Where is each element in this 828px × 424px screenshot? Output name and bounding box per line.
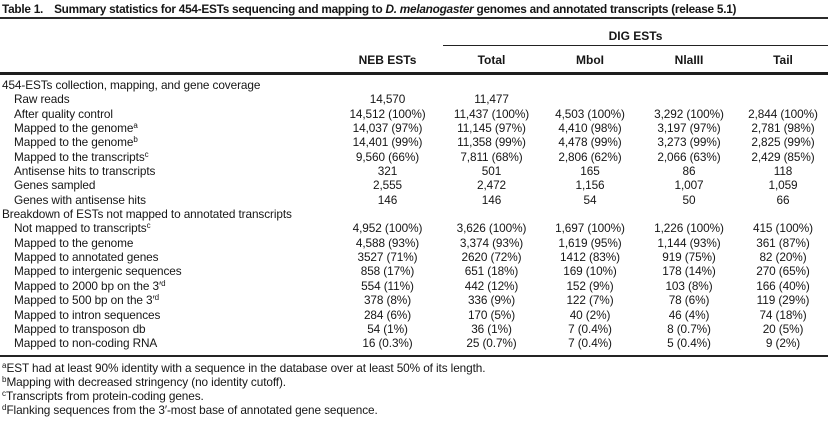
value-cell: 442 (12%) xyxy=(464,278,519,293)
value-cell: 119 (29%) xyxy=(756,293,810,308)
table-title xyxy=(0,0,828,17)
value-cell xyxy=(640,92,738,106)
value-cell: 4,478 (99%) xyxy=(558,135,622,150)
value-cell: 1412 (83%) xyxy=(560,250,620,265)
footnote-marker: b xyxy=(133,135,138,145)
column-header-nlaiii: NlaIII xyxy=(674,53,704,67)
value-cell: 3,626 (100%) xyxy=(456,221,527,236)
value-cell: 336 (9%) xyxy=(467,293,516,308)
value-cell: 165 xyxy=(580,164,600,179)
value-cell: 146 xyxy=(481,192,502,207)
row-label: After quality control xyxy=(14,106,113,121)
value-cell: 122 (7%) xyxy=(566,293,614,308)
table-row xyxy=(0,164,828,178)
value-cell: 11,437 (100%) xyxy=(453,106,530,121)
value-cell: 1,226 (100%) xyxy=(654,221,724,236)
table-row xyxy=(0,293,828,307)
table-title-text xyxy=(54,2,736,16)
column-header-neb-ests: NEB ESTs xyxy=(358,53,417,67)
footnote-marker: a xyxy=(2,360,7,370)
value-cell: 74 (18%) xyxy=(759,307,807,322)
value-cell: 46 (4%) xyxy=(668,307,710,322)
value-cell: 1,619 (95%) xyxy=(558,235,622,250)
row-label: Raw reads xyxy=(14,92,70,107)
section-title: Breakdown of ESTs not mapped to annotated transcripts xyxy=(2,207,292,222)
table-row xyxy=(0,221,828,235)
value-cell: 2,555 xyxy=(372,178,403,193)
value-cell: 501 xyxy=(481,164,502,179)
value-cell: 14,037 (97%) xyxy=(352,121,423,136)
value-cell: 321 xyxy=(377,164,398,179)
row-label: Mapped to the genome$^a$ xyxy=(14,121,138,136)
title-text-post: genomes and annotated transcripts (release 5.1) xyxy=(473,2,737,16)
column-group-row xyxy=(0,19,828,46)
value-cell: 4,588 (93%) xyxy=(355,235,420,250)
table-number: Table 1. xyxy=(2,2,44,16)
row-label: Antisense hits to transcripts xyxy=(14,164,156,179)
value-cell: 2,781 (98%) xyxy=(751,121,815,136)
table-row xyxy=(0,135,828,149)
section-header-row xyxy=(0,78,828,92)
value-cell: 1,144 (93%) xyxy=(657,235,721,250)
row-label: Mapped to the genome xyxy=(14,235,134,250)
value-cell: 54 (1%) xyxy=(367,321,408,336)
value-cell: 3,273 (99%) xyxy=(657,135,721,150)
table-row xyxy=(0,121,828,135)
value-cell: 1,156 xyxy=(575,178,605,193)
value-cell: 4,952 (100%) xyxy=(352,221,423,236)
value-cell: 7 (0.4%) xyxy=(568,321,612,336)
row-label: Mapped to 2000 bp on the $3'^d$ xyxy=(14,278,166,293)
footnote-marker: d xyxy=(2,402,7,412)
column-header-row xyxy=(0,46,828,72)
row-label: Mapped to 500 bp on the $3'^d$ xyxy=(14,293,160,308)
row-label: Not mapped to transcripts$^c$ xyxy=(14,221,151,236)
value-cell: 284 (6%) xyxy=(363,307,412,322)
value-cell: 1,007 xyxy=(674,178,704,193)
value-cell: 16 (0.3%) xyxy=(362,336,413,351)
table-header xyxy=(0,19,828,72)
footnote-marker: c xyxy=(2,388,6,398)
table-row xyxy=(0,178,828,192)
value-cell: 86 xyxy=(682,164,696,179)
table-row xyxy=(0,193,828,207)
footnote: $^d$Flanking sequences from the 3′-most base of annotated gene sequence. xyxy=(2,402,378,417)
value-cell: 178 (14%) xyxy=(662,264,716,279)
table-row xyxy=(0,279,828,293)
footnote-marker: c xyxy=(146,221,151,231)
footnote-marker: d xyxy=(154,293,160,303)
footnotes xyxy=(0,357,828,417)
section-header-row xyxy=(0,207,828,221)
value-cell: 50 xyxy=(682,192,696,207)
value-cell: 1,059 xyxy=(768,178,798,193)
value-cell: 166 (40%) xyxy=(756,278,810,293)
table-row xyxy=(0,322,828,336)
value-cell: 9,560 (66%) xyxy=(355,149,420,164)
value-cell: 2,472 xyxy=(476,178,507,193)
column-group-label: DIG ESTs xyxy=(608,29,663,43)
value-cell: 3,374 (93%) xyxy=(459,235,524,250)
value-cell: 2620 (72%) xyxy=(461,250,522,265)
section-title: 454-ESTs collection, mapping, and gene coverage xyxy=(2,78,261,92)
value-cell: 7 (0.4%) xyxy=(568,336,612,351)
table-row xyxy=(0,336,828,350)
footnote-marker: c xyxy=(144,149,149,159)
footnote-marker: b xyxy=(2,374,7,384)
value-cell: 2,825 (99%) xyxy=(751,135,815,150)
value-cell: 170 (5%) xyxy=(467,307,516,322)
value-cell: 858 (17%) xyxy=(360,264,415,279)
value-cell: 118 xyxy=(773,164,793,179)
value-cell: 82 (20%) xyxy=(759,250,807,265)
value-cell: 54 xyxy=(583,192,597,207)
footnote: $^c$Transcripts from protein-coding genes. xyxy=(2,388,204,403)
value-cell: 3,292 (100%) xyxy=(654,106,724,121)
value-cell: 14,401 (99%) xyxy=(352,135,423,150)
value-cell: 4,503 (100%) xyxy=(555,106,625,121)
value-cell: 2,806 (62%) xyxy=(558,149,622,164)
value-cell: 378 (8%) xyxy=(363,293,412,308)
footnote: $^b$Mapping with decreased stringency (no identity cutoff). xyxy=(2,374,286,389)
table-row xyxy=(0,264,828,278)
value-cell: 651 (18%) xyxy=(464,264,519,279)
footnote: $^a$EST had at least 90% identity with a sequence in the database over at least 50% of its length. xyxy=(2,360,486,375)
table-row xyxy=(0,150,828,164)
row-label: Genes sampled xyxy=(14,178,96,193)
value-cell: 11,145 (97%) xyxy=(457,121,526,136)
value-cell: 11,477 xyxy=(474,92,509,107)
row-label: Mapped to the genome$^b$ xyxy=(14,135,138,150)
row-label: Mapped to the transcripts$^c$ xyxy=(14,149,149,164)
value-cell: 919 (75%) xyxy=(662,250,716,265)
table-row xyxy=(0,92,828,106)
value-cell: 11,358 (99%) xyxy=(457,135,526,150)
column-header-empty xyxy=(0,67,332,72)
row-label: Mapped to non-coding RNA xyxy=(14,336,158,351)
value-cell: 7,811 (68%) xyxy=(460,149,523,164)
column-header-total: Total xyxy=(477,53,506,67)
value-cell: 103 (8%) xyxy=(665,278,713,293)
value-cell: 2,066 (63%) xyxy=(657,149,721,164)
row-label: Mapped to intergenic sequences xyxy=(14,264,182,279)
title-species-name: D. melanogaster xyxy=(385,2,474,16)
value-cell: 36 (1%) xyxy=(471,321,512,336)
row-label: Mapped to annotated genes xyxy=(14,250,159,265)
value-cell xyxy=(738,92,828,106)
row-label: Genes with antisense hits xyxy=(14,192,146,207)
value-cell: 1,697 (100%) xyxy=(555,221,625,236)
value-cell: 14,512 (100%) xyxy=(349,106,426,121)
value-cell: 9 (2%) xyxy=(765,336,801,351)
value-cell: 554 (11%) xyxy=(361,278,414,293)
table-row xyxy=(0,308,828,322)
table-body xyxy=(0,75,828,351)
value-cell: 40 (2%) xyxy=(569,307,611,322)
column-header-mboi: MboI xyxy=(576,53,604,67)
value-cell: 146 xyxy=(377,192,398,207)
row-label: Mapped to intron sequences xyxy=(14,307,161,322)
table-row xyxy=(0,107,828,121)
value-cell: 152 (9%) xyxy=(566,278,614,293)
row-label: Mapped to transposon db xyxy=(14,321,146,336)
table-row xyxy=(0,250,828,264)
value-cell: 4,410 (98%) xyxy=(558,121,622,136)
column-group-dig-ests xyxy=(443,19,828,46)
value-cell: 25 (0.7%) xyxy=(466,336,517,351)
value-cell: 2,844 (100%) xyxy=(748,106,818,121)
value-cell: 66 xyxy=(776,192,790,207)
value-cell: 3527 (71%) xyxy=(357,250,418,265)
value-cell: 169 (10%) xyxy=(563,264,617,279)
value-cell: 20 (5%) xyxy=(762,321,804,336)
footnote-marker: d xyxy=(161,278,166,288)
value-cell: 3,197 (97%) xyxy=(657,121,721,136)
value-cell: 14,570 xyxy=(369,92,406,107)
value-cell: 78 (6%) xyxy=(668,293,710,308)
value-cell xyxy=(540,92,640,106)
value-cell: 270 (65%) xyxy=(756,264,810,279)
value-cell: 5 (0.4%) xyxy=(667,336,711,351)
table-row xyxy=(0,236,828,250)
value-cell: 2,429 (85%) xyxy=(751,149,815,164)
title-text-pre: Summary statistics for 454-ESTs sequencing and mapping to xyxy=(54,2,386,16)
column-header-tail: Tail xyxy=(773,53,793,67)
value-cell: 361 (87%) xyxy=(756,235,810,250)
value-cell: 415 (100%) xyxy=(753,221,813,236)
value-cell: 8 (0.7%) xyxy=(667,321,711,336)
footnote-marker: a xyxy=(133,121,138,131)
